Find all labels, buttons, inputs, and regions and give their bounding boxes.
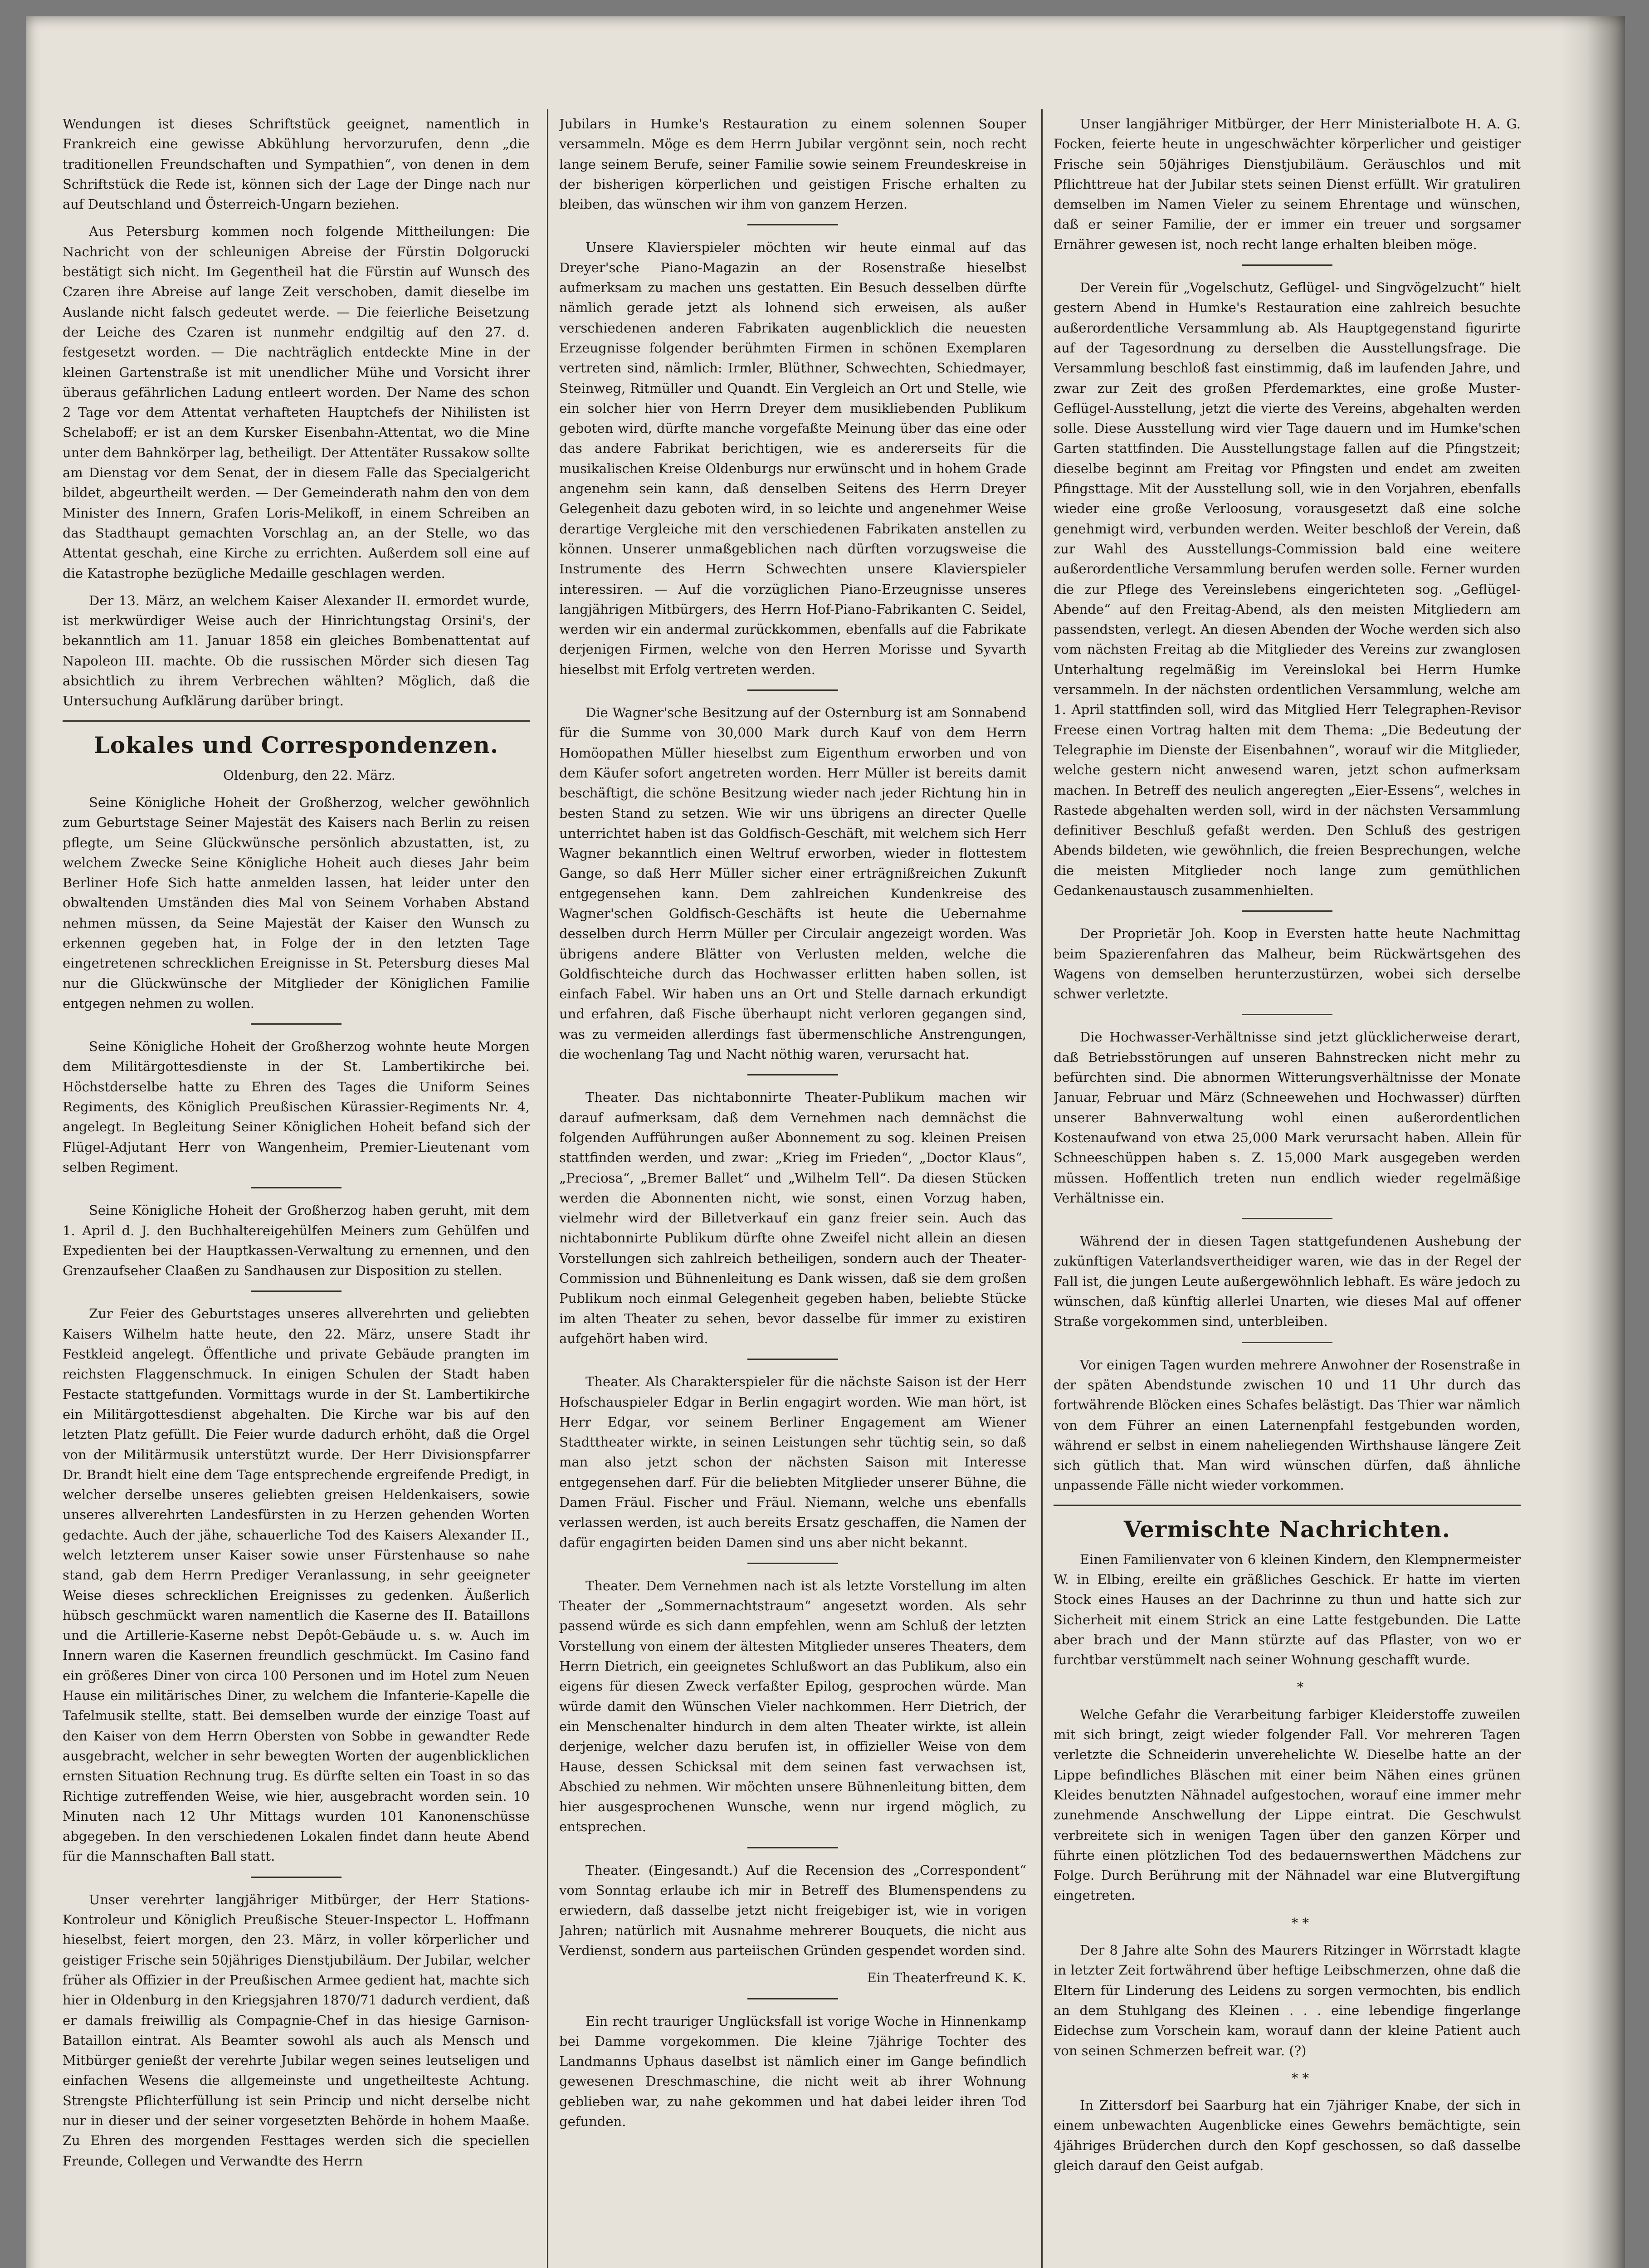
article-separator — [251, 1023, 342, 1025]
article-separator — [251, 1290, 342, 1292]
article-paragraph: Der 8 Jahre alte Sohn des Maurers Ritzinger in Wörrstadt klagte in letzter Zeit fortwährend über heftige Leibschmerzen, ohne daß die Eltern für Linderung des Leidens zu sorgen vermochten, bis endlich an dem Stuhlgang des Kleinen . . . eine lebendige fingerlange Eidechse zum Vorschein kam, worauf dann der kleine Patient auch von seinen Schmerzen befreit war. (?) — [1054, 1942, 1521, 2058]
article-separator — [1242, 264, 1332, 266]
article-paragraph: Unser langjähriger Mitbürger, der Herr Ministerialbote H. A. G. Focken, feierte heute in ungeschwächter körperlicher und geistiger Frische sein 50jähriges Dienstjubiläum. Geräuschlos und mit Pflichttreue hat der Jubilar stets seinen Dienst erfüllt. Wir gratuliren demselben im Namen Vieler zu seinem Ehrentage und wünschen, daß er seiner Familie, der er immer ein treuer und sorgsamer Ernährer gewesen ist, noch recht lange erhalten bleiben möge. — [1054, 116, 1521, 252]
column-rule — [1041, 109, 1043, 2268]
article-separator — [1242, 910, 1332, 912]
asterisk-divider: * * — [1291, 1915, 1309, 1931]
article-separator — [251, 1187, 342, 1188]
article-paragraph: Unser verehrter langjähriger Mitbürger, der Herr Stations-Kontroleur und Königlich Preußische Steuer-Inspector L. Hoffmann hieselbst, feiert morgen, den 23. März, in voller körperlicher und geistiger Frische sein 50jähriges Dienstjubiläum. Der Jubilar, welcher früher als Offizier in der Preußischen Armee gedient hat, machte sich hier in Oldenburg in den Kriegsjahren 1870/71 dadurch verdient, daß er damals freiwillig als Compagnie-Chef in das hiesige Garnison-Bataillon eintrat. Als Beamter sowohl als auch als Mensch und Mitbürger genießt der verehrte Jubilar wegen seines leutseligen und einfachen Wesens die allgemeinste und ungetheilteste Achtung. Strengste Pflichterfüllung ist sein Princip und nicht derselbe nicht nur in dieser und der seiner vorgesetzten Behörde in hohem Maaße. Zu Ehren des morgenden Festtages werden sich die speciellen Freunde, Collegen und Verwandte des Herrn — [63, 1892, 530, 2169]
signature: Ein Theaterfreund K. K. — [867, 1970, 1026, 1986]
article-separator — [747, 1359, 838, 1360]
article-paragraph: Die Wagner'sche Besitzung auf der Osternburg ist am Sonnabend für die Summe von 30,000 Mark durch Kauf von dem Herrn Homöopathen Müller hieselbst zum Eigenthum erworben und von dem Käufer sofort angetreten worden. Herr Müller ist bereits damit beschäftigt, die schöne Besitzung wieder nach jeder Richtung hin in besten Stand zu setzen. Wie wir uns übrigens an directer Quelle unterrichtet haben ist das Goldfisch-Geschäft, mit welchem sich Herr Wagner bekanntlich einen Weltruf erworben, wieder in flottestem Gange, so daß Herr Müller sicher einer erträgnißreichen Zukunft entgegensehen kann. Dem zahlreichen Kundenkreise des Wagner'schen Goldfisch-Geschäfts ist heute die Uebernahme desselben durch Herrn Müller per Circulair angezeigt worden. Was übrigens andere Blätter von Verlusten melden, welche die Goldfischteiche durch das Hochwasser erlitten haben sollen, ist einfach Fabel. Wir haben uns an Ort und Stelle darnach erkundigt und erfahren, daß Fische überhaupt nicht verloren gegangen sind, was zu vermeiden allerdings fast übermenschliche Anstrengungen, die wochenlang Tag und Nacht nöthig waren, verursacht hat. — [559, 705, 1026, 1062]
article-separator — [747, 224, 838, 225]
article-paragraph: Theater. Das nichtabonnirte Theater-Publikum machen wir darauf aufmerksam, daß dem Vernehmen nach demnächst die folgenden Aufführungen außer Abonnement zu sog. kleinen Preisen stattfinden werden, und zwar: „Krieg im Frieden“, „Doctor Klaus“, „Preciosa“, „Bremer Ballet“ und „Wilhelm Tell“. Da diesen Stücken werden die Abonnenten nicht, wie sonst, einen Vorzug haben, vielmehr wird der Billetverkauf ein ganz freier sein. Auch das nichtabonnirte Publikum dürfte ohne Zweifel nicht allein an diesen Vorstellungen sich zahlreich betheiligen, sondern auch der Theater-Commission und Bühnenleitung es Dank wissen, daß sie dem großen Publikum noch einmal Gelegenheit gegeben haben, beliebte Stücke im alten Theater zu sehen, bevor dasselbe für immer zu existiren aufgehört haben wird. — [559, 1090, 1026, 1346]
section-rule — [1054, 1505, 1521, 1506]
dateline: Oldenburg, den 22. März. — [223, 767, 395, 783]
article-separator — [1242, 1342, 1332, 1343]
article-paragraph: Welche Gefahr die Verarbeitung farbiger Kleiderstoffe zuweilen mit sich bringt, zeigt wieder folgender Fall. Vor mehreren Tagen verletzte die Schneiderin unverehelichte W. Dieselbe hatte an der Lippe befindliches Bläschen mit einer beim Nähen eines grünen Kleides benutzten Nähnadel aufgestochen, worauf eine immer mehr zunehmende Anschwellung der Lippe eintrat. Die Geschwulst verbreitete sich in wenigen Tagen über den ganzen Körper und führte einen plötzlichen Tod des bedauernswerthen Mädchens zur Folge. Durch Berührung mit der Nähnadel war eine Blutvergiftung eingetreten. — [1054, 1706, 1521, 1903]
article-paragraph: In Zittersdorf bei Saarburg hat ein 7jähriger Knabe, der sich in einem unbewachten Augenblicke eines Gewehrs bemächtigte, sein 4jähriges Brüderchen durch den Kopf geschossen, so daß dasselbe gleich darauf den Geist aufgab. — [1054, 2097, 1521, 2174]
page-fold-shadow — [1561, 16, 1625, 2268]
asterisk-divider: * — [1297, 1679, 1304, 1695]
article-separator — [251, 1877, 342, 1878]
article-paragraph: Wendungen ist dieses Schriftstück geeignet, namentlich in Frankreich eine gewisse Abkühlung hervorzurufen, denn „die traditionellen Freundschaften und Sympathien“, von denen in dem Schriftstück die Rede ist, können sich der Lage der Dinge nach nur auf Deutschland und Österreich-Ungarn beziehen. — [63, 116, 530, 212]
section-heading-misc-news: Vermischte Nachrichten. — [1123, 1515, 1451, 1543]
article-paragraph: Vor einigen Tagen wurden mehrere Anwohner der Rosenstraße in der späten Abendstunde zwischen 10 und 11 Uhr durch das fortwährende Blöcken eines Schafes belästigt. Das Thier war nämlich von dem Führer an einen Laternenpfahl festgebunden worden, während er selbst in einem naheliegenden Wirthshause längere Zeit sich gütlich that. Man wird wünschen dürfen, daß ähnliche unpassende Fälle nicht wieder vorkommen. — [1054, 1357, 1521, 1493]
column-left — [63, 114, 530, 2268]
asterisk-divider: * * — [1291, 2070, 1309, 2086]
article-paragraph: Zur Feier des Geburtstages unseres allverehrten und geliebten Kaisers Wilhelm hatte heute, den 22. März, unsere Stadt ihr Festkleid angelegt. Öffentliche und private Gebäude prangten im reichsten Flaggenschmuck. In einigen Schulen der Stadt haben Festacte stattgefunden. Vormittags wurde in der St. Lambertikirche ein Militärgottesdienst abgehalten. Die Kirche war bis auf den letzten Platz gefüllt. Die Feier wurde dadurch erhöht, daß die Orgel von der Militärmusik unterstützt wurde. Der Herr Divisionspfarrer Dr. Brandt hielt eine dem Tage entsprechende ergreifende Predigt, in welcher derselbe unseres geliebten greisen Heldenkaisers, sowie unseres allverehrten Landesfürsten in zu Herzen gehenden Worten gedachte. Auch der jähe, schauerliche Tod des Kaisers Alexander II., welch letzterem unser Kaiser sowie unser Fürstenhause so nahe stand, gab dem Herrn Prediger Veranlassung, in sehr geeigneter Weise dieses schrecklichen Ereignisses zu gedenken. Äußerlich hübsch geschmückt waren namentlich die Kaserne des II. Bataillons und die Artillerie-Kaserne nebst Depôt-Gebäude u. s. w. Auch im Innern waren die Kasernen freundlich geschmückt. Im Casino fand ein größeres Diner von circa 100 Personen und im Hotel zum Neuen Hause ein militärisches Diner, zu welchem die Infanterie-Kapelle die Tafelmusik stellte, statt. Bei demselben wurde der einzige Toast auf den Kaiser von dem Herrn Obersten von Sobbe in gewandter Rede ausgebracht, welcher in sehr bewegten Worten der augenblicklichen ernsten Situation Rechnung trug. Es dürfte selten ein Toast in so das Richtige zutreffenden Weise, wie hier, ausgebracht worden sein. 10 Minuten nach 12 Uhr Mittags wurden 101 Kanonenschüsse abgegeben. In den verschiedenen Lokalen findet dann heute Abend für die Mannschaften Ball statt. — [63, 1306, 530, 1864]
article-paragraph: Jubilars in Humke's Restauration zu einem solennen Souper versammeln. Möge es dem Herrn Jubilar vergönnt sein, noch recht lange seinem Berufe, seiner Familie sowie seinem Freundeskreise in der bisherigen körperlichen und geistigen Frische erhalten zu bleiben, das wünschen wir ihm von ganzem Herzen. — [559, 116, 1026, 212]
column-middle — [559, 114, 1026, 2268]
article-paragraph: Theater. Als Charakterspieler für die nächste Saison ist der Herr Hofschauspieler Edgar in Berlin engagirt worden. Wie man hört, ist Herr Edgar, vor seinem Berliner Engagement am Wiener Stadttheater wirkte, in seinen Leistungen sehr tüchtig sein, so daß man also jetzt schon der nächsten Saison mit Interesse entgegensehen darf. Für die beliebten Mitglieder unserer Bühne, die Damen Fräul. Fischer und Fräul. Niemann, welche uns ebenfalls verlassen werden, ist auch bereits Ersatz geschaffen, die Namen der dafür engagirten beiden Damen sind uns aber nicht bekannt. — [559, 1374, 1026, 1550]
article-separator — [747, 1563, 838, 1564]
column-right — [1054, 114, 1521, 2268]
article-separator — [747, 689, 838, 691]
column-rule — [547, 109, 548, 2268]
article-separator — [1242, 1218, 1332, 1219]
article-paragraph: Ein recht trauriger Unglücksfall ist vorige Woche in Hinnenkamp bei Damme vorgekommen. Die kleine 7jährige Tochter des Landmanns Uphaus daselbst ist nämlich einer im Gange befindlich gewesenen Dreschmaschine, die nicht weit ab ihrer Wohnung geblieben war, zu nahe gekommen und hat dabei leider ihren Tod gefunden. — [559, 2013, 1026, 2130]
article-paragraph: Seine Königliche Hoheit der Großherzog wohnte heute Morgen dem Militärgottesdienste in der St. Lambertikirche bei. Höchstderselbe hatte zu Ehren des Tages die Uniform Seines Regiments, des Königlich Preußischen Kürassier-Regiments Nr. 4, angelegt. In Begleitung Seiner Königlichen Hoheit befand sich der Flügel-Adjutant Herr von Wangenheim, Premier-Lieutenant vom selben Regiment. — [63, 1039, 530, 1175]
newspaper-page — [26, 16, 1625, 2268]
article-paragraph: Theater. (Eingesandt.) Auf die Recension des „Correspondent“ vom Sonntag erlaube ich mir in Betreff des Blumenspendens zu erwiedern, daß dasselbe jetzt nicht freigebiger ist, wie in vorigen Jahren; natürlich mit Ausnahme mehrerer Bouquets, die nicht aus Verdienst, sondern aus parteiischen Gründen gespendet worden sind. — [559, 1862, 1026, 1958]
article-paragraph: Seine Königliche Hoheit der Großherzog haben geruht, mit dem 1. April d. J. den Buchhaltereigehülfen Meiners zum Gehülfen und Expedienten bei der Hauptkassen-Verwaltung zu ernennen, und den Grenzaufseher Claaßen zu Sandhausen zur Disposition zu stellen. — [63, 1202, 530, 1279]
article-paragraph: Der 13. März, an welchem Kaiser Alexander II. ermordet wurde, ist merkwürdiger Weise auch der Hinrichtungstag Orsini's, der bekanntlich am 11. Januar 1858 ein gleiches Bombenattentat auf Napoleon III. machte. Ob die russischen Mörder sich diesen Tag absichtlich zu ihrem Verbrechen wählten? Möglich, daß die Untersuchung Aufklärung darüber bringt. — [63, 592, 530, 709]
article-paragraph: Der Verein für „Vogelschutz, Geflügel- und Singvögelzucht“ hielt gestern Abend in Humke's Restauration eine zahlreich besuchte außerordentliche Versammlung ab. Als Hauptgegenstand figurirte auf der Tagesordnung zu derselben die Ausstellungsfrage. Die Versammlung beschloß fast einstimmig, daß im laufenden Jahre, und zwar zur Zeit des großen Pferdemarktes, eine große Muster-Geflügel-Ausstellung, jetzt die vierte des Vereins, abgehalten werden solle. Diese Ausstellung wird vier Tage dauern und im Humke'schen Garten stattfinden. Die Ausstellungstage fallen auf die Pfingstzeit; dieselbe beginnt am Freitag vor Pfingsten und endet am zweiten Pfingsttage. Mit der Ausstellung soll, wie in den Vorjahren, ebenfalls wieder eine große Verloosung, vorausgesetzt daß eine solche genehmigt wird, verbunden werden. Weiter beschloß der Verein, daß zur Wahl des Ausstellungs-Commission bald eine weitere außerordentliche Versammlung berufen werden solle. Ferner wurden die zur Pflege des Vereinslebens eingerichteten sog. „Geflügel-Abende“ auf den Freitag-Abend, als den meisten Mitgliedern am passendsten, verlegt. An diesen Abenden der Woche werden sich also vom nächsten Freitag ab die Mitglieder des Vereins zur zwanglosen Unterhaltung regelmäßig im Vereinslokal bei Herrn Humke versammeln. In der nächsten ordentlichen Versammlung, welche am 1. April stattfinden soll, wird das Mitglied Herr Telegraphen-Revisor Freese einen Vortrag halten mit dem Thema: „Die Bedeutung der Telegraphie im Dienste der Eisenbahnen“, worauf wir die Mitglieder, welche gestern nicht anwesend waren, jetzt schon aufmerksam machen. In Betreff des neulich angeregten „Eier-Essens“, welches in Rastede abgehalten werden soll, wird in der nächsten Versammlung definitiver Beschluß gefaßt werden. Den Schluß des gestrigen Abends bildeten, wie gewöhnlich, die freien Besprechungen, welche die meisten Mitglieder noch lange zum gemüthlichen Gedankenaustausch zusammenhielten. — [1054, 280, 1521, 898]
article-paragraph: Einen Familienvater von 6 kleinen Kindern, den Klempnermeister W. in Elbing, ereilte ein gräßliches Geschick. Er hatte im vierten Stock eines Hauses an der Dachrinne zu thun und hatte sich zur Sicherheit mit einem Strick an eine Latte festgebunden. Die Latte aber brach und der Mann stürzte auf das Pflaster, von wo er furchtbar verstümmelt nach seiner Wohnung geschafft wurde. — [1054, 1551, 1521, 1668]
article-paragraph: Der Proprietär Joh. Koop in Eversten hatte heute Nachmittag beim Spazierenfahren das Malheur, beim Rückwärtsgehen des Wagens von demselben herunterzustürzen, wobei sich derselbe schwer verletzte. — [1054, 926, 1521, 1002]
article-paragraph: Unsere Klavierspieler möchten wir heute einmal auf das Dreyer'sche Piano-Magazin an der Rosenstraße hieselbst aufmerksam zu machen uns gestatten. Ein Besuch desselben dürfte nämlich gerade jetzt als lohnend sich erweisen, als außer verschiedenen anderen Fabrikaten augenblicklich die neuesten Erzeugnisse folgender berühmten Firmen in schönen Exemplaren vertreten sind, nämlich: Irmler, Blüthner, Schwechten, Schiedmayer, Steinweg, Ritmüller und Quandt. Ein Vergleich an Ort und Stelle, wie ein solcher hier von Herrn Dreyer dem musikliebenden Publikum geboten wird, dürfte manche vorgefaßte Meinung über das eine oder das andere Fabrikat berichtigen, wie es andererseits für die musikalischen Kreise Oldenburgs nur erwünscht und in hohem Grade angenehm sein kann, daß denselben Seitens des Herrn Dreyer Gelegenheit dazu geboten wird, in so leichte und angenehmer Weise derartige Vergleiche mit den verschiedenen Fabrikaten anstellen zu können. Unserer unmaßgeblichen nach dürften vorzugsweise die Instrumente des Herrn Schwechten unsere Klavierspieler interessiren. — Auf die vorzüglichen Piano-Erzeugnisse unseres langjährigen Mitbürgers, des Herrn Hof-Piano-Fabrikanten C. Seidel, werden wir ein andermal zurückkommen, ebenfalls auf die Fabrikate derjenigen Firmen, welche von den Herren Morisse und Syvarth hieselbst mit Erfolg vertreten werden. — [559, 240, 1026, 677]
section-heading-local-news: Lokales und Correspondenzen. — [93, 731, 499, 758]
article-paragraph: Die Hochwasser-Verhältnisse sind jetzt glücklicherweise derart, daß Betriebsstörungen auf unseren Bahnstrecken nicht mehr zu befürchten sind. Die abnormen Witterungsverhältnisse der Monate Januar, Februar und März (Schneewehen und Hochwasser) dürften unserer Bahnverwaltung wohl einen außerordentlichen Kostenaufwand von etwa 25,000 Mark verursacht haben. Allein für Schneeschüppen haben s. Z. 15,000 Mark ausgegeben werden müssen. Hoffentlich treten nun endlich wieder regelmäßige Verhältnisse ein. — [1054, 1029, 1521, 1206]
article-paragraph: Aus Petersburg kommen noch folgende Mittheilungen: Die Nachricht von der schleunigen Abreise der Fürstin Dolgorucki bestätigt sich nicht. Im Gegentheil hat die Fürstin auf Wunsch des Czaren ihre Abreise auf lange Zeit verschoben, damit dieselbe im Auslande nicht falsch gedeutet werde. — Die feierliche Beisetzung der Leiche des Czaren ist nunmehr endgiltig auf den 27. d. festgesetzt worden. — Die nachträglich entdeckte Mine in der kleinen Gartenstraße ist mit unendlicher Mühe und Vorsicht ihrer überaus gefährlichen Ladung entleert worden. Der Name des schon 2 Tage vor dem Attentat verhafteten Hauptchefs der Nihilisten ist Schelaboff; er ist an dem Kursker Eisenbahn-Attentat, wo die Mine unter dem Bahnkörper lag, betheiligt. Der Attentäter Russakow sollte am Dienstag vor dem Senat, der in diesem Falle das Specialgericht bildet, abgeurtheilt werden. — Der Gemeinderath nahm den von dem Minister des Innern, Grafen Loris-Melikoff, in einem Schreiben an das Stadthaupt gemachten Vorschlag an, an der Stelle, wo das Attentat geschah, eine Kirche zu errichten. Außerdem soll eine auf die Katastrophe bezügliche Medaille geschlagen werden. — [63, 224, 530, 581]
article-separator — [747, 1847, 838, 1848]
article-separator — [747, 1074, 838, 1075]
article-paragraph: Während der in diesen Tagen stattgefundenen Aushebung der zukünftigen Vaterlandsvertheidiger waren, wie das in der Regel der Fall ist, die jungen Leute außergewöhnlich lebhaft. Es wäre jedoch zu wünschen, daß künftig allerlei Unarten, wie dieses Mal auf offener Straße vorgekommen sind, unterbleiben. — [1054, 1233, 1521, 1330]
section-rule — [63, 720, 530, 722]
article-paragraph: Seine Königliche Hoheit der Großherzog, welcher gewöhnlich zum Geburtstage Seiner Majestät des Kaisers nach Berlin zu reisen pflegte, um Seine Glückwünsche persönlich abzustatten, ist, zu welchem Zwecke Seine Königliche Hoheit auch dieses Jahr beim Berliner Hofe Sich hatte anmelden lassen, hat leider unter den obwaltenden Umständen dies Mal von Seinem Vorhaben Abstand nehmen müssen, da Seine Majestät der Kaiser den Wunsch zu erkennen gegeben hat, in Folge der in den letzten Tage eingetretenen schrecklichen Ereignisse in St. Petersburg dieses Mal nur die Glückwünsche der Mitglieder der Königlichen Familie entgegen nehmen zu wollen. — [63, 794, 530, 1011]
article-separator — [747, 1998, 838, 1999]
article-paragraph: Theater. Dem Vernehmen nach ist als letzte Vorstellung im alten Theater der „Sommernachtstraum“ angesetzt worden. Als sehr passend würde es sich dann empfehlen, wenn am Schluß der letzten Vorstellung von einem der ältesten Mitglieder unseres Theaters, dem Herrn Dietrich, ein geeignetes Schlußwort an das Publikum, also ein eigens für diesen Zweck verfaßter Epilog, gesprochen würde. Man würde damit den Wünschen Vieler nachkommen. Herr Dietrich, der ein Menschenalter hindurch in dem alten Theater wirkte, ist allein derjenige, welcher dazu berufen ist, in offizieller Weise von dem Hause, dessen Schicksal mit dem seinen fast verwachsen ist, Abschied zu nehmen. Wir möchten unsere Bühnenleitung bitten, dem hier ausgesprochenen Wunsche, wenn nur irgend möglich, zu entsprechen. — [559, 1578, 1026, 1835]
article-separator — [1242, 1014, 1332, 1015]
